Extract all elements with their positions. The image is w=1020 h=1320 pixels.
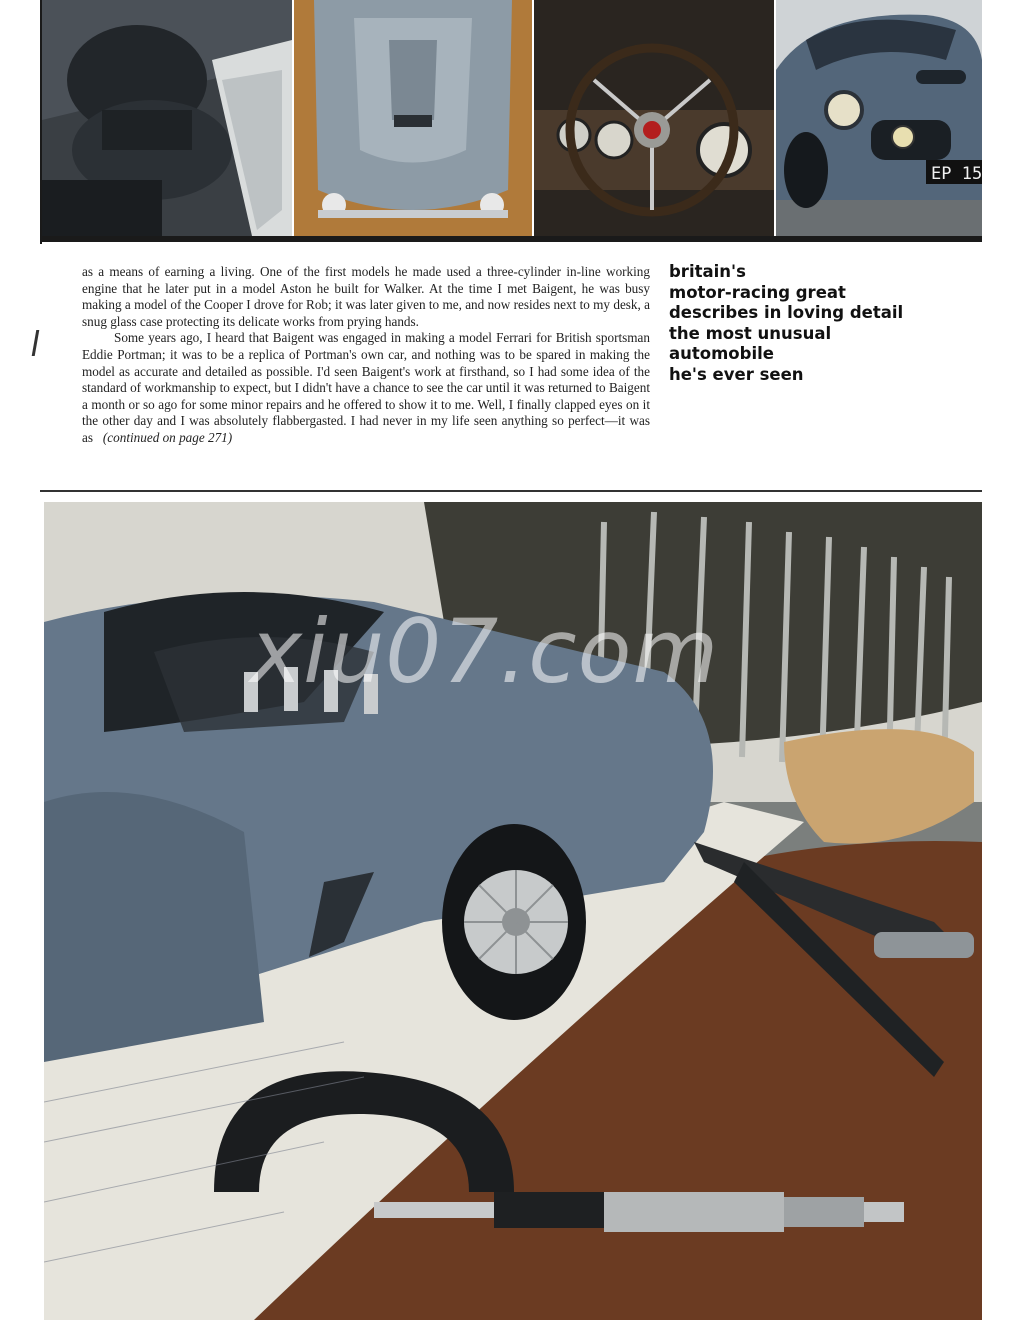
photo-steering-dashboard xyxy=(534,0,774,236)
article-paragraph-2 xyxy=(82,330,650,446)
headline-line: he's ever seen xyxy=(669,364,804,384)
continued-note: (continued on page 271) xyxy=(102,429,233,445)
section-rule xyxy=(40,490,982,492)
headline-line: describes in loving detail xyxy=(669,303,904,323)
photo-strip-rule xyxy=(40,236,982,242)
photo-interior-seats xyxy=(42,0,292,236)
photo-hood-top-view xyxy=(294,0,532,236)
article-body xyxy=(82,264,650,447)
watermark: xiu07.com xyxy=(250,600,720,703)
photo-car-front xyxy=(776,0,982,236)
headline-line: the most unusual xyxy=(669,323,832,343)
article-paragraph-1: as a means of earning a living. One of the first models he made used a three-cylinder in-line working engine that he later put in a model Aston he built for Walker. At the time I met Baigent, he was busy making a model of the Cooper I drove for Rob; it was later given to me, and now resides next to my desk, a snug glass case protecting its delicate works from prying hands. xyxy=(82,264,650,329)
headline-line: motor-racing great xyxy=(669,282,846,302)
license-plate-text: EP 15 xyxy=(931,164,982,184)
margin-mark xyxy=(32,330,40,356)
headline xyxy=(669,262,969,386)
headline-line: automobile xyxy=(669,344,774,364)
article-paragraph-2-text: Some years ago, I heard that Baigent was engaged in making a model Ferrari for British sportsman Eddie Portman; it was to be a replica of Portman's own car, and nothing was to be spared in making the model as accurate and detailed as possible. I'd seen Baigent's work at firsthand, so I had some idea of the standard of workmanship to expect, but I didn't have a chance to see the car until it was returned to Baigent a month or so ago for some minor repairs and he offered to show it to me. Well, I finally clapped eyes on it the other day and I was absolutely flabbergasted. I had never in my life seen anything so perfect—it was as xyxy=(82,330,650,445)
headline-line: britain's xyxy=(669,262,746,281)
